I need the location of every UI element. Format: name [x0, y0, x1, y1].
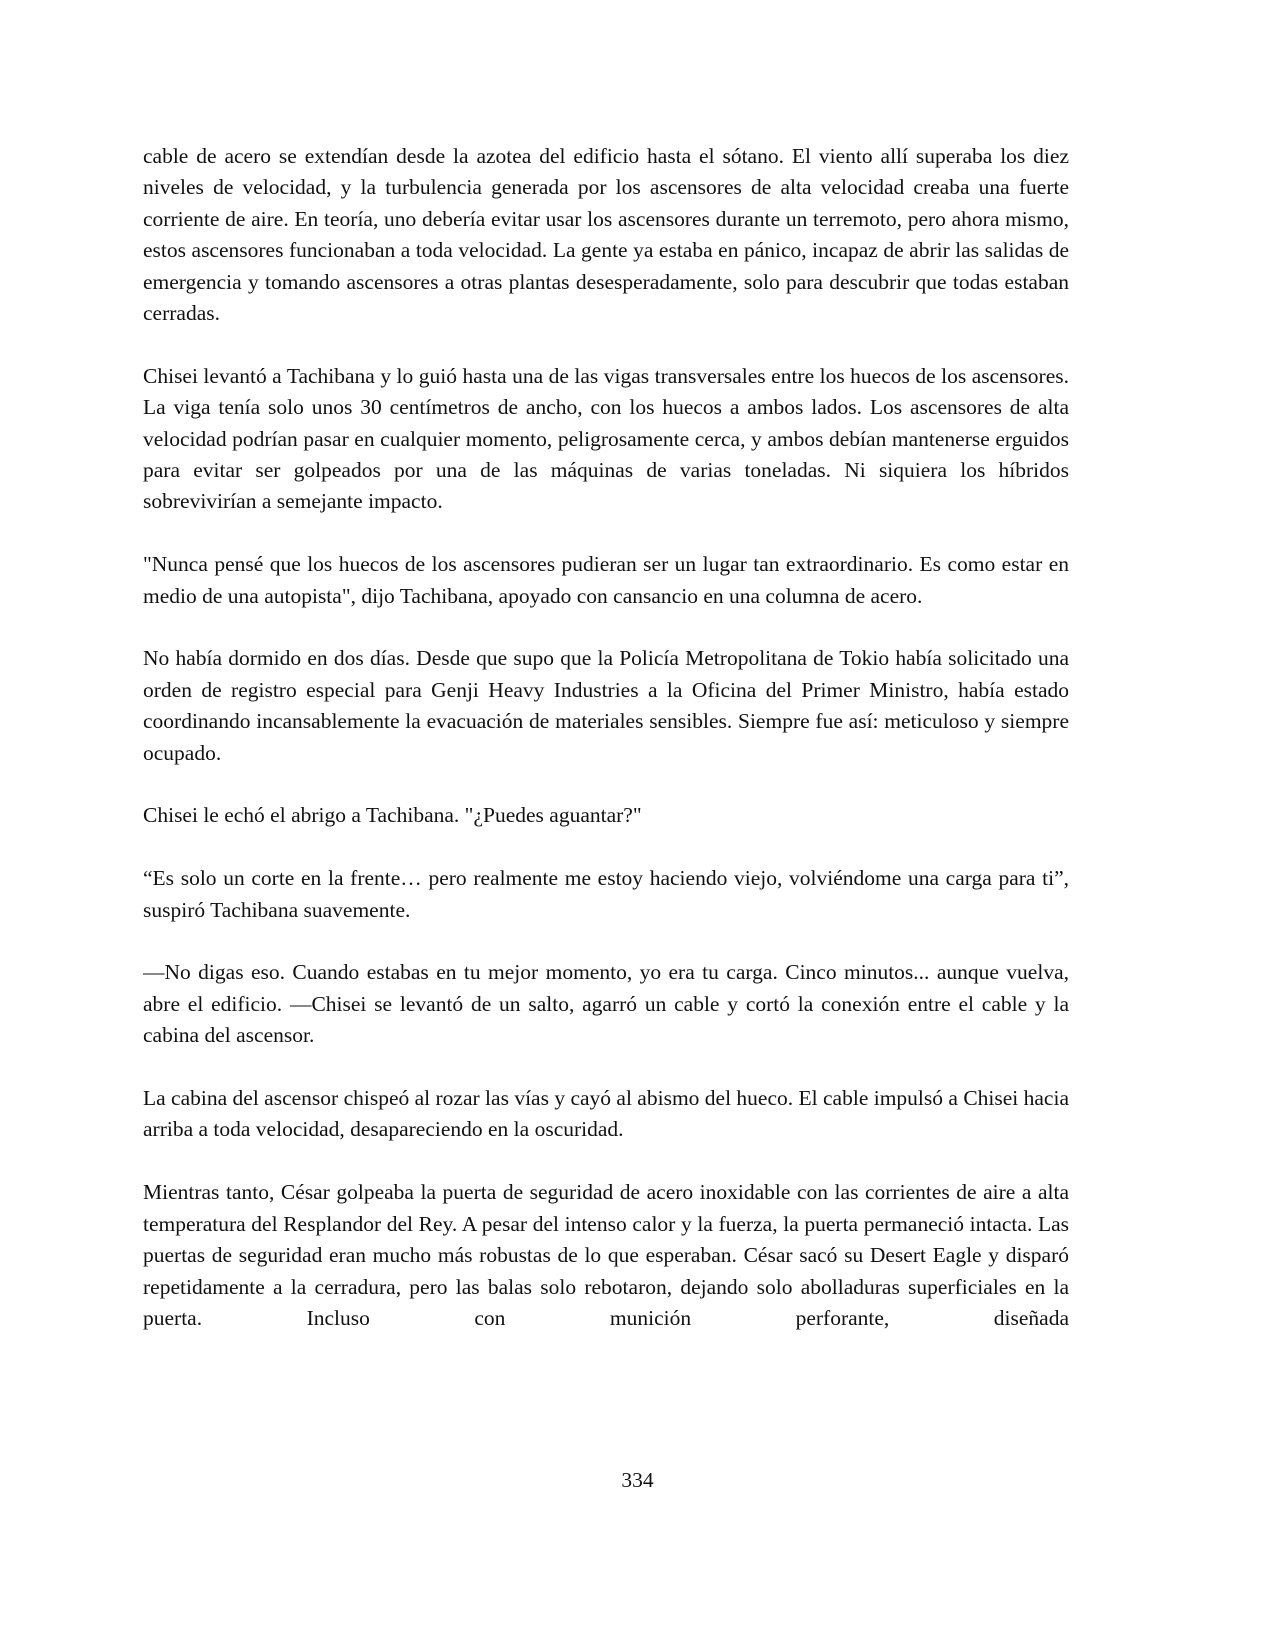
page-body	[143, 141, 1069, 1366]
paragraph: Chisei le echó el abrigo a Tachibana. "¿Puedes aguantar?"	[143, 803, 642, 828]
paragraph: La cabina del ascensor chispeó al rozar las vías y cayó al abismo del hueco. El cable impulsó a Chisei hacia arriba a toda velocidad, desapareciendo en la oscuridad.	[143, 1086, 1069, 1142]
paragraph: cable de acero se extendían desde la azotea del edificio hasta el sótano. El viento allí superaba los diez niveles de velocidad, y la turbulencia generada por los ascensores de alta velocidad creaba una fuerte corriente de aire. En teoría, uno debería evitar usar los ascensores durante un terremoto, pero ahora mismo, estos ascensores funcionaban a toda velocidad. La gente ya estaba en pánico, incapaz de abrir las salidas de emergencia y tomando ascensores a otras plantas desesperadamente, solo para descubrir que todas estaban cerradas.	[143, 144, 1069, 326]
paragraph: “Es solo un corte en la frente… pero realmente me estoy haciendo viejo, volviéndome una carga para ti”, suspiró Tachibana suavemente.	[143, 866, 1069, 922]
paragraph-continued: Mientras tanto, César golpeaba la puerta de seguridad de acero inoxidable con las corrientes de aire a alta temperatura del Resplandor del Rey. A pesar del intenso calor y la fuerza, la puerta permaneció intacta. Las puertas de seguridad eran mucho más robustas de lo que esperaban. César sacó su Desert Eagle y disparó repetidamente a la cerradura, pero las balas solo rebotaron, dejando solo abolladuras superficiales en la puerta. Incluso con munición perforante, diseñada	[143, 1180, 1069, 1330]
paragraph: "Nunca pensé que los huecos de los ascensores pudieran ser un lugar tan extraordinario. Es como estar en medio de una autopista", dijo Tachibana, apoyado con cansancio en una columna de acero.	[143, 552, 1069, 608]
page-number: 334	[621, 1468, 654, 1492]
paragraph: —No digas eso. Cuando estabas en tu mejor momento, yo era tu carga. Cinco minutos... aunque vuelva, abre el edificio. —Chisei se levantó de un salto, agarró un cable y cortó la conexión entre el cable y la cabina del ascensor.	[143, 960, 1069, 1048]
paragraph: Chisei levantó a Tachibana y lo guió hasta una de las vigas transversales entre los huecos de los ascensores. La viga tenía solo unos 30 centímetros de ancho, con los huecos a ambos lados. Los ascensores de alta velocidad podrían pasar en cualquier momento, peligrosamente cerca, y ambos debían mantenerse erguidos para evitar ser golpeados por una de las máquinas de varias toneladas. Ni siquiera los híbridos sobrevivirían a semejante impacto.	[143, 363, 1069, 514]
paragraph: No había dormido en dos días. Desde que supo que la Policía Metropolitana de Tokio había solicitado una orden de registro especial para Genji Heavy Industries a la Oficina del Primer Ministro, había estado coordinando incansablemente la evacuación de materiales sensibles. Siempre fue así: meticuloso y siempre ocupado.	[143, 646, 1069, 765]
